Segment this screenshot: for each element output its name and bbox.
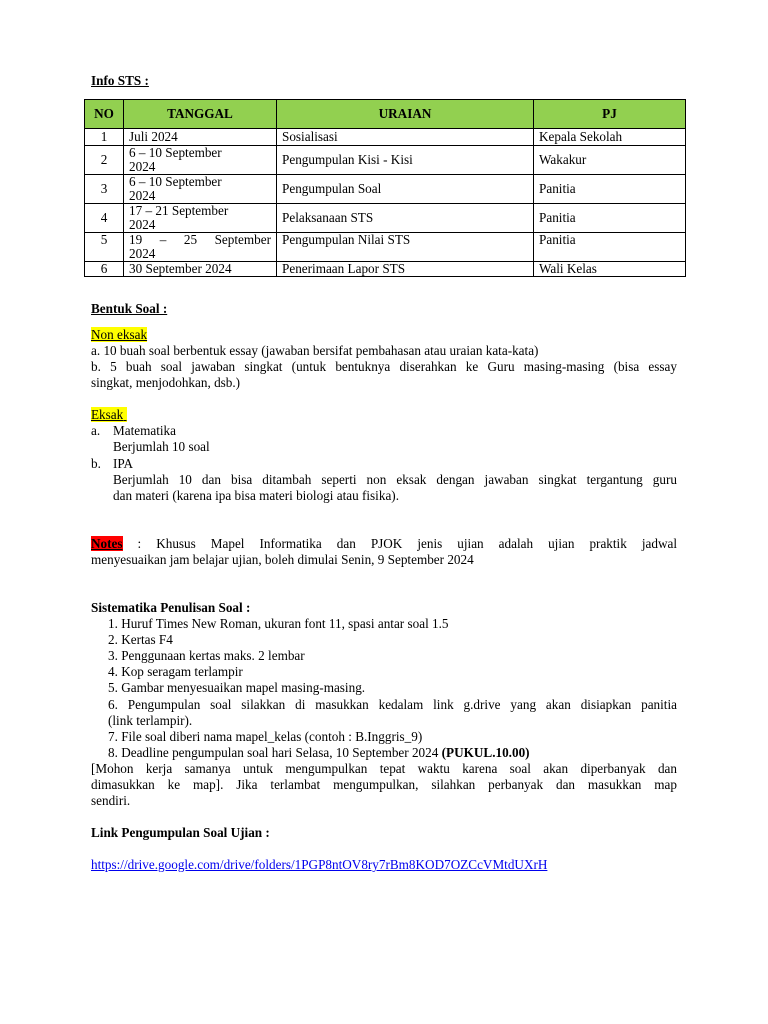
non-eksak-label: Non eksak bbox=[91, 327, 148, 342]
list-item: 2. Kertas F4 bbox=[108, 632, 173, 647]
row-no: 2 bbox=[85, 146, 124, 175]
list-item-6-line2: (link terlampir). bbox=[108, 713, 193, 728]
header-pj: PJ bbox=[534, 100, 686, 129]
non-eksak-item-b-line2: singkat, menjodohkan, dsb.) bbox=[91, 375, 241, 390]
non-eksak-item-b-line1: b. 5 buah soal jawaban singkat (untuk bentuknya diserahkan ke Guru masing-masing (bisa essay bbox=[91, 359, 677, 374]
drive-folder-link[interactable]: https://drive.google.com/drive/folders/1PGP8ntOV8ry7rBm8KOD7OZCcVMtdUXrH bbox=[91, 857, 548, 872]
table-header-row bbox=[85, 100, 686, 129]
drive-link-line bbox=[91, 857, 547, 873]
table-row bbox=[85, 129, 686, 146]
mohon-line2: dimasukkan ke map]. Jika terlambat mengumpulkan, silahkan perbanyak dan masukkan map bbox=[91, 777, 677, 792]
notes-line1: Notes : Khusus Mapel Informatika dan PJOK jenis ujian adalah ujian praktik jadwal bbox=[91, 536, 677, 551]
row-pj: Wali Kelas bbox=[534, 262, 686, 277]
deadline-time: (PUKUL.10.00) bbox=[441, 745, 530, 760]
info-sts-heading: Info STS : bbox=[91, 73, 149, 88]
table-row bbox=[85, 262, 686, 277]
row-pj: Panitia bbox=[534, 204, 686, 233]
list-item-8: 8. Deadline pengumpulan soal hari Selasa, 10 September 2024 (PUKUL.10.00) bbox=[108, 745, 530, 760]
notes-line2: menyesuaikan jam belajar ujian, boleh dimulai Senin, 9 September 2024 bbox=[91, 552, 474, 567]
table-row bbox=[85, 175, 686, 204]
eksak-item-b-line1: Berjumlah 10 dan bisa ditambah seperti non eksak dengan jawaban singkat tergantung guru bbox=[113, 472, 677, 487]
row-uraian: Pengumpulan Kisi - Kisi bbox=[277, 146, 534, 175]
bentuk-soal-heading: Bentuk Soal : bbox=[91, 301, 168, 316]
row-pj: Kepala Sekolah bbox=[534, 129, 686, 146]
non-eksak-item-a: a. 10 buah soal berbentuk essay (jawaban bersifat pembahasan atau uraian kata-kata) bbox=[91, 343, 539, 358]
list-item: 3. Penggunaan kertas maks. 2 lembar bbox=[108, 648, 305, 663]
eksak-item-a-title: Matematika bbox=[113, 423, 176, 438]
eksak-item-b-title: IPA bbox=[113, 456, 134, 471]
table-row bbox=[85, 204, 686, 233]
row-no: 6 bbox=[85, 262, 124, 277]
row-pj: Wakakur bbox=[534, 146, 686, 175]
list-item: 5. Gambar menyesuaikan mapel masing-masing. bbox=[108, 680, 366, 695]
row-tanggal: 6 – 10 September 2024 bbox=[124, 146, 277, 175]
eksak-label: Eksak bbox=[91, 407, 127, 423]
row-no: 4 bbox=[85, 204, 124, 233]
row-uraian: Pelaksanaan STS bbox=[277, 204, 534, 233]
row-pj: Panitia bbox=[534, 233, 686, 262]
row-no: 1 bbox=[85, 129, 124, 146]
row-pj: Panitia bbox=[534, 175, 686, 204]
row-tanggal: 19 – 25 September 2024 bbox=[124, 233, 277, 262]
sistematika-heading: Sistematika Penulisan Soal : bbox=[91, 600, 251, 615]
row-uraian: Sosialisasi bbox=[277, 129, 534, 146]
list-item: 4. Kop seragam terlampir bbox=[108, 664, 243, 679]
table-row bbox=[85, 233, 686, 262]
schedule-table bbox=[84, 99, 686, 277]
list-item-6-line1: 6. Pengumpulan soal silakkan di masukkan kedalam link g.drive yang akan disiapkan panitia bbox=[108, 697, 677, 712]
header-tanggal: TANGGAL bbox=[124, 100, 277, 129]
mohon-line3: sendiri. bbox=[91, 793, 131, 808]
row-no: 5 bbox=[85, 233, 124, 262]
list-item: 1. Huruf Times New Roman, ukuran font 11, spasi antar soal 1.5 bbox=[108, 616, 449, 631]
row-tanggal: 6 – 10 September 2024 bbox=[124, 175, 277, 204]
list-item: 7. File soal diberi nama mapel_kelas (contoh : B.Inggris_9) bbox=[108, 729, 423, 744]
link-heading: Link Pengumpulan Soal Ujian : bbox=[91, 825, 270, 840]
header-uraian: URAIAN bbox=[277, 100, 534, 129]
eksak-item-a-detail: Berjumlah 10 soal bbox=[113, 439, 210, 454]
eksak-item-b-line2: dan materi (karena ipa bisa materi biologi atau fisika). bbox=[113, 488, 399, 503]
row-no: 3 bbox=[85, 175, 124, 204]
eksak-item-a-marker: a. bbox=[91, 423, 101, 438]
table-row bbox=[85, 146, 686, 175]
row-tanggal: Juli 2024 bbox=[124, 129, 277, 146]
row-uraian: Pengumpulan Soal bbox=[277, 175, 534, 204]
notes-label: Notes bbox=[91, 536, 123, 551]
row-tanggal: 30 September 2024 bbox=[124, 262, 277, 277]
row-uraian: Penerimaan Lapor STS bbox=[277, 262, 534, 277]
row-uraian: Pengumpulan Nilai STS bbox=[277, 233, 534, 262]
header-no: NO bbox=[85, 100, 124, 129]
mohon-line1: [Mohon kerja samanya untuk mengumpulkan tepat waktu karena soal akan diperbanyak dan bbox=[91, 761, 677, 776]
row-tanggal: 17 – 21 September 2024 bbox=[124, 204, 277, 233]
eksak-item-b-marker: b. bbox=[91, 456, 101, 471]
